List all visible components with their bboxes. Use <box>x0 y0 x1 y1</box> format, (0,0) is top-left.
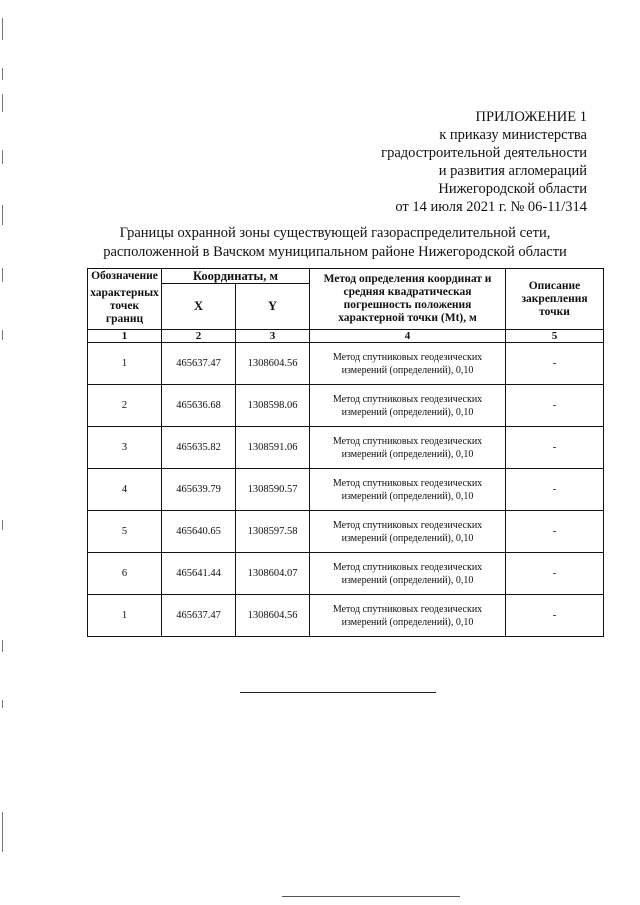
x-coordinate: 465639.79 <box>162 469 236 511</box>
description-header: Описание закрепления точки <box>506 269 604 330</box>
region-name-line: Нижегородской области <box>438 181 587 197</box>
column-number: 1 <box>88 330 162 343</box>
table-row <box>88 385 604 427</box>
designation-header-rest: характерных точек границ <box>88 284 162 330</box>
point-id: 4 <box>88 469 162 511</box>
table-row <box>88 469 604 511</box>
method-cell: Метод спутниковых геодезических измерений (определений), 0,10 <box>310 595 506 637</box>
method-cell: Метод спутниковых геодезических измерений (определений), 0,10 <box>310 511 506 553</box>
designation-header-top: Обозначение <box>88 269 162 284</box>
x-coordinate: 465641.44 <box>162 553 236 595</box>
fixing-description: - <box>506 469 604 511</box>
point-id: 1 <box>88 595 162 637</box>
x-coordinate: 465637.47 <box>162 595 236 637</box>
scan-edge-mark <box>2 268 3 282</box>
ministry-name-line: градостроительной деятельности <box>381 145 587 161</box>
scan-edge-mark <box>2 205 3 225</box>
scan-edge-mark <box>2 68 3 80</box>
bottom-scan-line <box>282 896 460 897</box>
scan-edge-mark <box>2 520 3 530</box>
column-number-row <box>88 330 604 343</box>
scan-edge-mark <box>2 94 3 112</box>
x-coordinate: 465640.65 <box>162 511 236 553</box>
title-line: расположенной в Вачском муниципальном районе Нижегородской области <box>103 244 567 260</box>
scan-edge-mark <box>2 330 3 340</box>
table-header-row <box>88 269 604 284</box>
table-row <box>88 511 604 553</box>
column-number: 3 <box>236 330 310 343</box>
x-coordinate: 465636.68 <box>162 385 236 427</box>
x-header: X <box>162 284 236 330</box>
table-row <box>88 595 604 637</box>
y-coordinate: 1308597.58 <box>236 511 310 553</box>
y-coordinate: 1308591.06 <box>236 427 310 469</box>
y-coordinate: 1308604.07 <box>236 553 310 595</box>
point-id: 5 <box>88 511 162 553</box>
column-number: 5 <box>506 330 604 343</box>
scan-edge-mark <box>2 700 3 708</box>
appendix-number: ПРИЛОЖЕНИЕ 1 <box>475 109 587 125</box>
method-cell: Метод спутниковых геодезических измерений (определений), 0,10 <box>310 343 506 385</box>
y-coordinate: 1308598.06 <box>236 385 310 427</box>
method-cell: Метод спутниковых геодезических измерений (определений), 0,10 <box>310 553 506 595</box>
x-coordinate: 465637.47 <box>162 343 236 385</box>
column-number: 2 <box>162 330 236 343</box>
boundary-points-table <box>87 268 604 637</box>
order-reference-line: к приказу министерства <box>439 127 587 143</box>
method-cell: Метод спутниковых геодезических измерений (определений), 0,10 <box>310 385 506 427</box>
method-cell: Метод спутниковых геодезических измерений (определений), 0,10 <box>310 427 506 469</box>
title-line: Границы охранной зоны существующей газораспределительной сети, <box>119 225 551 241</box>
point-id: 1 <box>88 343 162 385</box>
scan-edge-mark <box>2 640 3 652</box>
point-id: 6 <box>88 553 162 595</box>
fixing-description: - <box>506 553 604 595</box>
y-coordinate: 1308590.57 <box>236 469 310 511</box>
method-header: Метод определения координат и средняя квадратическая погрешность положения характерной точки (Mt), м <box>310 269 506 330</box>
fixing-description: - <box>506 385 604 427</box>
document-title <box>70 224 600 262</box>
column-number: 4 <box>310 330 506 343</box>
table-row <box>88 553 604 595</box>
y-coordinate: 1308604.56 <box>236 343 310 385</box>
fixing-description: - <box>506 511 604 553</box>
fixing-description: - <box>506 343 604 385</box>
point-id: 2 <box>88 385 162 427</box>
scan-edge-mark <box>2 18 3 40</box>
scan-edge-mark <box>2 150 3 164</box>
method-cell: Метод спутниковых геодезических измерений (определений), 0,10 <box>310 469 506 511</box>
y-coordinate: 1308604.56 <box>236 595 310 637</box>
x-coordinate: 465635.82 <box>162 427 236 469</box>
order-date-number: от 14 июля 2021 г. № 06-11/314 <box>395 199 587 215</box>
separator-line <box>240 692 436 693</box>
y-header: Y <box>236 284 310 330</box>
table-row <box>88 343 604 385</box>
appendix-header <box>287 108 587 216</box>
fixing-description: - <box>506 595 604 637</box>
scan-edge-mark <box>2 812 3 852</box>
fixing-description: - <box>506 427 604 469</box>
point-id: 3 <box>88 427 162 469</box>
table-row <box>88 427 604 469</box>
coordinates-header: Координаты, м <box>162 269 310 284</box>
ministry-name-line: и развития агломераций <box>438 163 587 179</box>
